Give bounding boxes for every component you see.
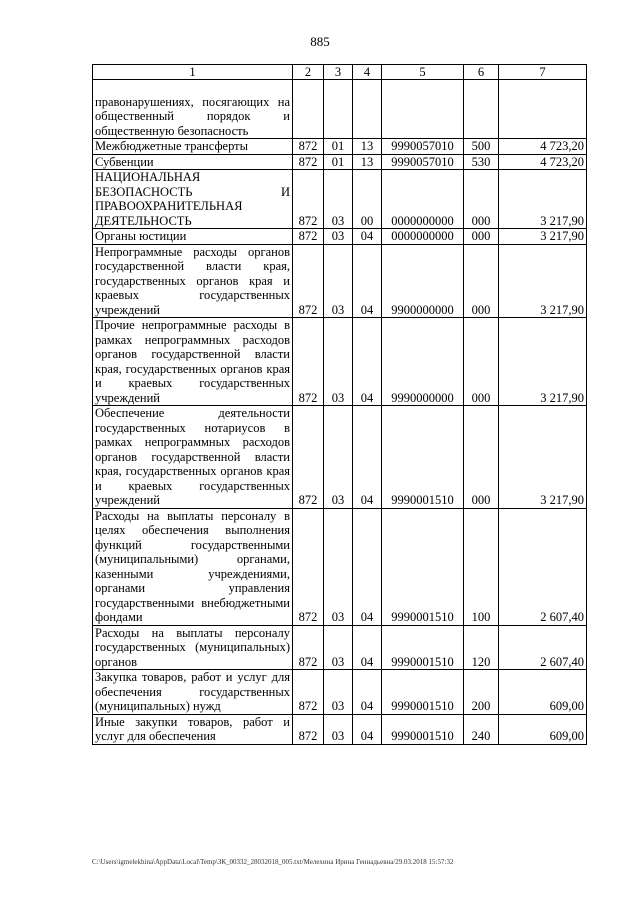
row-name: Непрограммные расходы органов государственной власти края, государственных органов края и краевых государственных учреждений: [93, 244, 293, 318]
table-row: [93, 170, 587, 229]
row-section: 03: [324, 244, 353, 318]
row-subsection: 13: [353, 139, 382, 155]
row-amount: 3 217,90: [499, 229, 587, 245]
row-target-article: [382, 80, 464, 139]
row-target-article: 9990001510: [382, 508, 464, 625]
row-target-article: 9990001510: [382, 406, 464, 509]
col-header-3: 3: [324, 65, 353, 80]
row-name: Прочие непрограммные расходы в рамках непрограммных расходов органов государственной власти края, государственных органов края и краевых государственных учреждений: [93, 318, 293, 406]
row-subsection: 04: [353, 625, 382, 670]
row-expense-type: [464, 80, 499, 139]
row-expense-type: 500: [464, 139, 499, 155]
file-path-footer: C:\Users\igmelekhina\AppData\Local\Temp\ЗК_00332_28032018_005.txt/Мелехина Ирина Геннадьевна/29.03.2018 15:57:32: [92, 858, 454, 866]
row-expense-type: 530: [464, 154, 499, 170]
row-amount: 609,00: [499, 670, 587, 715]
row-section: 01: [324, 154, 353, 170]
row-expense-type: 000: [464, 244, 499, 318]
row-section: 03: [324, 170, 353, 229]
row-ministry: 872: [293, 714, 324, 744]
row-ministry: 872: [293, 625, 324, 670]
row-subsection: 04: [353, 508, 382, 625]
table-row: [93, 406, 587, 509]
table-row: [93, 670, 587, 715]
row-section: 03: [324, 625, 353, 670]
row-name: НАЦИОНАЛЬНАЯ БЕЗОПАСНОСТЬ И ПРАВООХРАНИТЕЛЬНАЯ ДЕЯТЕЛЬНОСТЬ: [93, 170, 293, 229]
row-expense-type: 100: [464, 508, 499, 625]
row-subsection: 04: [353, 714, 382, 744]
row-subsection: 00: [353, 170, 382, 229]
row-target-article: 9990000000: [382, 318, 464, 406]
row-amount: 3 217,90: [499, 244, 587, 318]
row-name: Иные закупки товаров, работ и услуг для обеспечения: [93, 714, 293, 744]
row-target-article: 9900000000: [382, 244, 464, 318]
row-amount: 609,00: [499, 714, 587, 744]
row-ministry: 872: [293, 318, 324, 406]
row-subsection: 04: [353, 670, 382, 715]
row-subsection: 04: [353, 229, 382, 245]
row-expense-type: 000: [464, 170, 499, 229]
row-section: 03: [324, 318, 353, 406]
row-subsection: 04: [353, 244, 382, 318]
row-target-article: 9990057010: [382, 154, 464, 170]
row-ministry: [293, 80, 324, 139]
table-row: [93, 625, 587, 670]
row-amount: 3 217,90: [499, 318, 587, 406]
row-target-article: 9990001510: [382, 625, 464, 670]
col-header-1: 1: [93, 65, 293, 80]
page-number: 885: [310, 34, 330, 49]
table-row: [93, 229, 587, 245]
col-header-5: 5: [382, 65, 464, 80]
table-row: [93, 714, 587, 744]
row-ministry: 872: [293, 670, 324, 715]
row-name: Субвенции: [93, 154, 293, 170]
table-row: [93, 154, 587, 170]
row-name: Органы юстиции: [93, 229, 293, 245]
table-row: [93, 244, 587, 318]
header-row: [93, 65, 587, 80]
row-name: Расходы на выплаты персоналу государственных (муниципальных) органов: [93, 625, 293, 670]
row-subsection: [353, 80, 382, 139]
table-row: [93, 80, 587, 139]
row-name: Расходы на выплаты персоналу в целях обеспечения выполнения функций государственными (муниципальными) органами, казенными учреждениями, органами управления государственными внебюджетными фондами: [93, 508, 293, 625]
row-ministry: 872: [293, 170, 324, 229]
table-row: [93, 508, 587, 625]
row-amount: 2 607,40: [499, 508, 587, 625]
row-expense-type: 000: [464, 406, 499, 509]
row-target-article: 9990001510: [382, 670, 464, 715]
row-name: Закупка товаров, работ и услуг для обеспечения государственных (муниципальных) нужд: [93, 670, 293, 715]
row-section: [324, 80, 353, 139]
row-subsection: 13: [353, 154, 382, 170]
row-ministry: 872: [293, 406, 324, 509]
row-name: Обеспечение деятельности государственных нотариусов в рамках непрограммных расходов органов государственной власти края, государственных органов края и краевых государственных учреждений: [93, 406, 293, 509]
row-amount: 4 723,20: [499, 139, 587, 155]
row-expense-type: 200: [464, 670, 499, 715]
row-target-article: 9990057010: [382, 139, 464, 155]
row-ministry: 872: [293, 154, 324, 170]
row-section: 03: [324, 714, 353, 744]
row-amount: [499, 80, 587, 139]
col-header-7: 7: [499, 65, 587, 80]
col-header-4: 4: [353, 65, 382, 80]
row-name: Межбюджетные трансферты: [93, 139, 293, 155]
row-expense-type: 120: [464, 625, 499, 670]
row-target-article: 0000000000: [382, 229, 464, 245]
col-header-2: 2: [293, 65, 324, 80]
row-target-article: 9990001510: [382, 714, 464, 744]
row-name: правонарушениях, посягающих на общественный порядок и общественную безопасность: [93, 80, 293, 139]
table-row: [93, 139, 587, 155]
row-ministry: 872: [293, 229, 324, 245]
row-amount: 3 217,90: [499, 170, 587, 229]
row-expense-type: 240: [464, 714, 499, 744]
row-section: 03: [324, 670, 353, 715]
row-ministry: 872: [293, 139, 324, 155]
row-target-article: 0000000000: [382, 170, 464, 229]
row-expense-type: 000: [464, 318, 499, 406]
col-header-6: 6: [464, 65, 499, 80]
row-section: 03: [324, 508, 353, 625]
row-ministry: 872: [293, 508, 324, 625]
table-row: [93, 318, 587, 406]
row-amount: 3 217,90: [499, 406, 587, 509]
row-section: 03: [324, 229, 353, 245]
row-subsection: 04: [353, 406, 382, 509]
row-subsection: 04: [353, 318, 382, 406]
row-amount: 4 723,20: [499, 154, 587, 170]
row-section: 03: [324, 406, 353, 509]
row-ministry: 872: [293, 244, 324, 318]
row-expense-type: 000: [464, 229, 499, 245]
row-amount: 2 607,40: [499, 625, 587, 670]
row-section: 01: [324, 139, 353, 155]
budget-table: [92, 64, 587, 745]
